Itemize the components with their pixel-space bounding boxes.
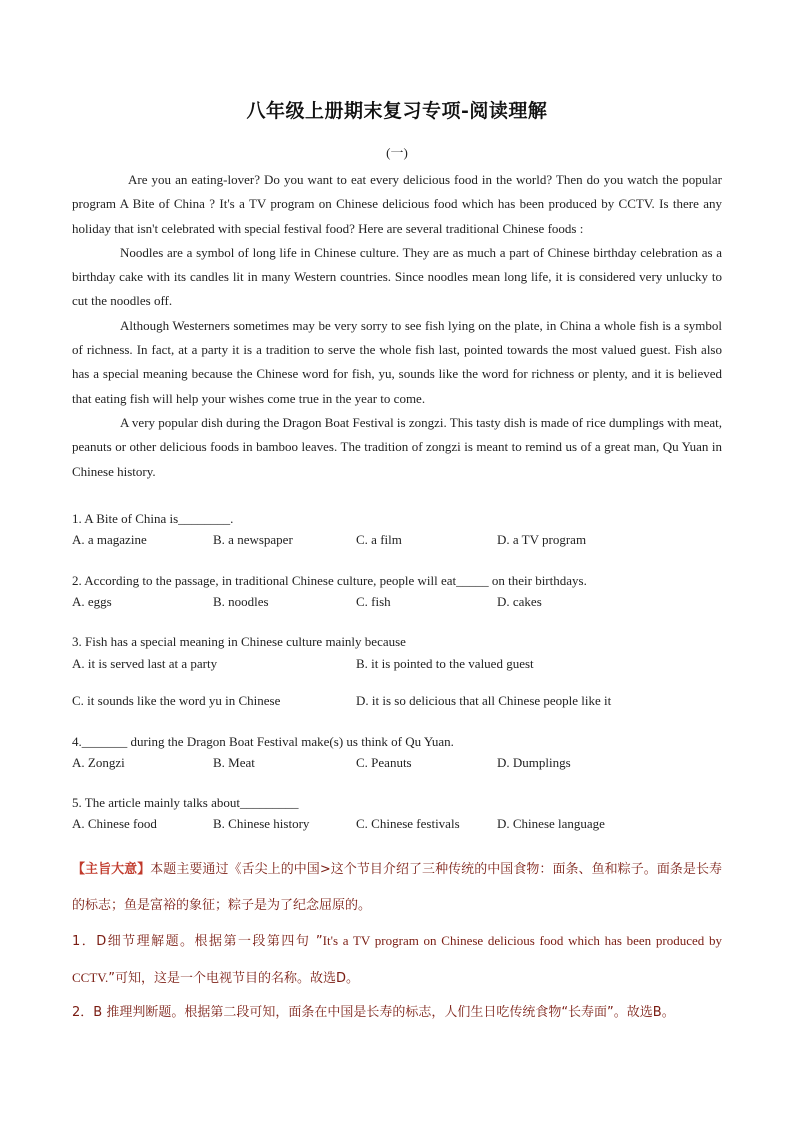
question-2-stem: 2. According to the passage, in traditional Chinese culture, people will eat_____ on their birthdays. — [72, 573, 587, 588]
option: D. cakes — [497, 594, 542, 609]
main-idea-label: 【主旨大意】 — [72, 862, 151, 877]
option: A. a magazine — [72, 532, 147, 547]
option: C. Chinese festivals — [356, 816, 460, 831]
answer-1-suffix: ”可知，这是一个电视节目的名称。故选D。 — [108, 971, 359, 986]
answer-1-explanation — [72, 923, 722, 997]
option: B. Meat — [213, 755, 255, 770]
question-1-options — [72, 532, 732, 556]
main-idea-text: 本题主要通过《舌尖上的中国>这个节目介绍了三种传统的中国食物：面条、鱼和粽子。面条是长寿的标志；鱼是富裕的象征；粽子是为了纪念屈原的。 — [72, 862, 722, 913]
passage-paragraph: Are you an eating-lover? Do you want to eat every delicious food in the world? Then do you watch the popular program A Bite of China ? It's a TV program on Chinese delicious food which has been produced by CCTV. Is there any holiday that isn't celebrated with special festival food? Here are several traditional Chinese foods : — [72, 172, 722, 236]
passage-paragraph: Noodles are a symbol of long life in Chinese culture. They are as much a part of Chinese birthday celebration as a birthday cake with its candles lit in many Western countries. Since noodles mean long life, it is considered very unlucky to cut the noodles off. — [72, 244, 722, 309]
option: D. Chinese language — [497, 816, 605, 831]
option: B. a newspaper — [213, 532, 293, 547]
option: A. it is served last at a party — [72, 656, 218, 671]
answer-1-quote: It's a TV program on Chinese delicious food which has been produced by CCTV. — [72, 933, 722, 985]
option: C. a film — [356, 532, 402, 547]
section-number: (一) — [386, 145, 408, 160]
option: A. eggs — [72, 594, 112, 609]
page-title: 八年级上册期末复习专项-阅读理解 — [246, 100, 548, 122]
option: C. it sounds like the word yu in Chinese — [72, 693, 281, 708]
passage-paragraph: A very popular dish during the Dragon Boat Festival is zongzi. This tasty dish is made of rice dumplings with meat, peanuts or other delicious foods in bamboo leaves. The tradition of zongzi is meant to remind us of a great man, Qu Yuan in Chinese history. — [72, 414, 723, 479]
option: D. a TV program — [497, 532, 587, 547]
question-4-options — [72, 755, 732, 779]
question-5-stem: 5. The article mainly talks about_________ — [72, 795, 299, 810]
option: C. Peanuts — [356, 755, 412, 770]
question-5-options — [72, 816, 732, 840]
option: C. fish — [356, 594, 391, 609]
option: D. Dumplings — [497, 755, 571, 770]
option: B. it is pointed to the valued guest — [356, 656, 534, 671]
answer-1-prefix: 1．D细节理解题。根据第一段第四句 ” — [72, 934, 323, 949]
option: A. Zongzi — [72, 755, 125, 770]
option: A. Chinese food — [72, 816, 157, 831]
question-4-stem: 4._______ during the Dragon Boat Festival make(s) us think of Qu Yuan. — [72, 734, 454, 749]
answer-2-explanation: 2．B 推理判断题。根据第二段可知，面条在中国是长寿的标志，人们生日吃传统食物“长寿面”。故选B。 — [72, 1005, 675, 1020]
question-3-options-row2 — [72, 693, 732, 717]
main-idea-explanation — [72, 852, 722, 924]
option: B. noodles — [213, 594, 269, 609]
passage-paragraph: Although Westerners sometimes may be very sorry to see fish lying on the plate, in China a whole fish is a symbol of richness. In fact, at a party it is a tradition to serve the whole fish last, pointed towards the most valued guest. Fish also has a special meaning because the Chinese word for fish, yu, sounds like the word for richness or plenty, and it is believed that eating fish will help your wishes come true in the year to come. — [72, 317, 722, 406]
question-1-stem: 1. A Bite of China is________. — [72, 511, 234, 526]
question-2-options — [72, 594, 732, 618]
question-3-options-row1 — [72, 656, 732, 680]
option: B. Chinese history — [213, 816, 310, 831]
option: D. it is so delicious that all Chinese people like it — [356, 693, 612, 708]
reading-passage — [72, 168, 722, 484]
question-3-stem: 3. Fish has a special meaning in Chinese culture mainly because — [72, 634, 406, 649]
